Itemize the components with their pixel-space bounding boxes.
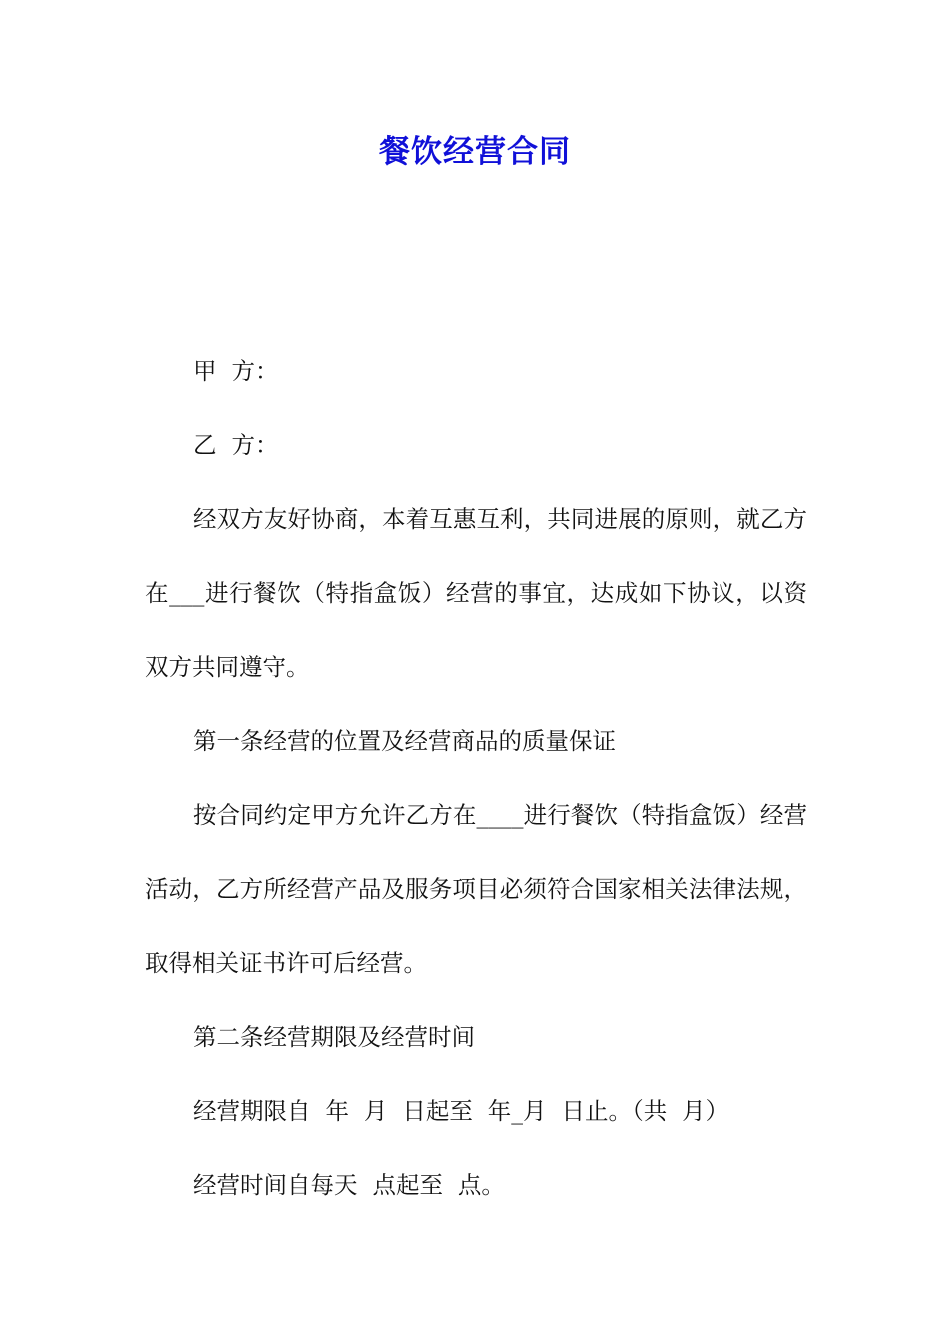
article-1-paragraph: 按合同约定甲方允许乙方在____进行餐饮（特指盒饭）经营活动，乙方所经营产品及服务项目必须符合国家相关法律法规，取得相关证书许可后经营。	[145, 801, 807, 977]
operating-hours-line: 经营时间自每天 点起至 点。	[193, 1171, 505, 1199]
document-title: 餐饮经营合同	[379, 134, 571, 170]
article-2-heading: 第二条经营期限及经营时间	[193, 1023, 475, 1051]
document-body	[145, 334, 807, 1222]
preamble-paragraph: 经双方友好协商，本着互惠互利，共同进展的原则，就乙方在___进行餐饮（特指盒饭）经营的事宜，达成如下协议，以资双方共同遵守。	[145, 505, 807, 681]
party-b-line: 乙 方：	[193, 431, 279, 459]
article-1-heading: 第一条经营的位置及经营商品的质量保证	[193, 727, 616, 755]
operating-period-line: 经营期限自 年 月 日起至 年_月 日止。（共 月）	[193, 1097, 730, 1125]
party-a-line: 甲 方：	[193, 357, 279, 385]
